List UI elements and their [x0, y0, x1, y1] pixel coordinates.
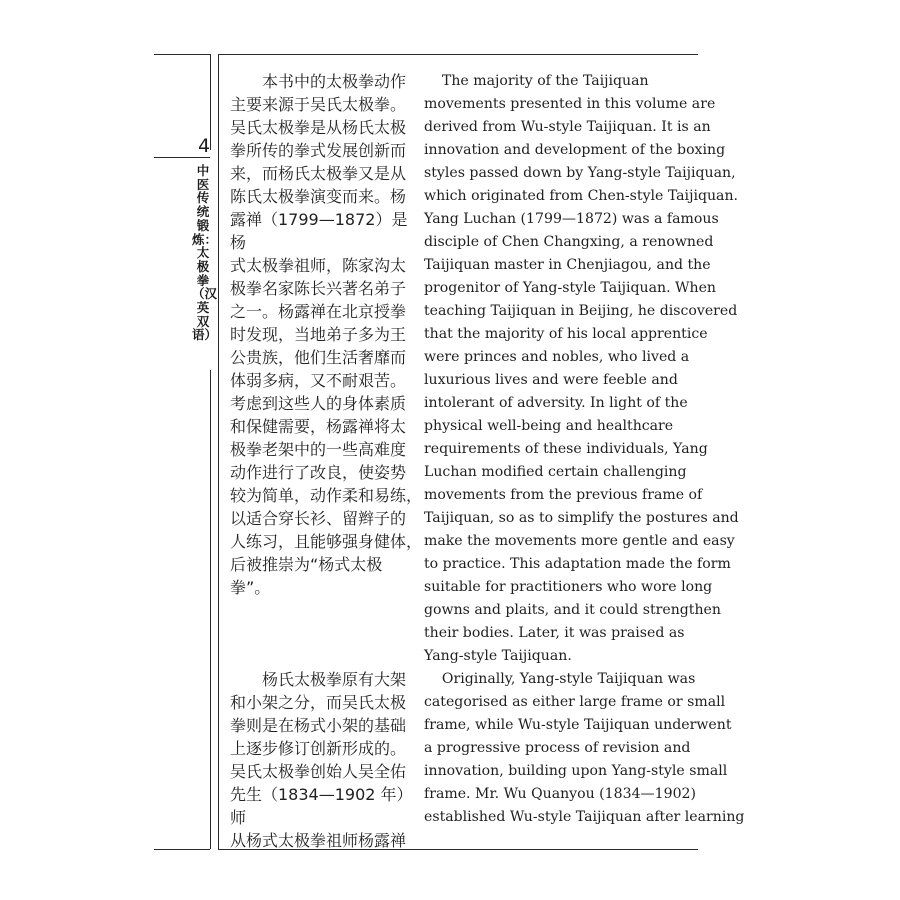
running-head: 中医传统锻炼：太极拳（汉英双语） [192, 163, 218, 343]
bottom-rule-left [154, 849, 210, 850]
paragraph-2-english: Originally, Yang-style Taijiquan was categorised as either large frame or small frame, while Wu-style Taijiquan underwent a progressive process of revision and innovation, building upon Yang-style small frame. Mr. Wu Quanyou (1834—1902) established Wu-style Taijiquan after learning [424, 671, 745, 825]
paragraph-2-chinese: 杨氏太极拳原有大架 和小架之分，而吴氏太极 拳则是在杨式小架的基础 上逐步修订创新形成的。 吴氏太极拳创始人吴全佑 先生（1834—1902 年）师 从杨式太极拳祖师杨露禅 [230, 670, 413, 850]
top-rule-right [218, 54, 698, 55]
margin-rule-outer-lower [210, 370, 211, 849]
paragraph-1-chinese: 本书中的太极拳动作 主要来源于吴氏太极拳。 吴氏太极拳是从杨氏太极 拳所传的拳式发展创新而 来，而杨氏太极拳又是从 陈氏太极拳演变而来。杨 露禅（1799—1872）是杨 式太极拳祖师，陈家沟太 极拳名家陈长兴著名弟子 之一。杨露禅在北京授拳 时发现，当地弟子多为王 公贵族，他们生活奢靡而 体弱多病，又不耐艰苦。 考虑到这些人的身体素质 和保健需要，杨露禅将太 极拳老架中的一些高难度 动作进行了改良，使姿势 较为简单，动作柔和易练， 以适合穿长衫、留辫子的 人练习，且能够强身健体， 后被推崇为“杨式太极拳”。 [230, 72, 423, 597]
page-number: 4 [197, 135, 211, 157]
margin-rule-inner [218, 54, 219, 850]
paragraph-1-english: The majority of the Taijiquan movements presented in this volume are derived from Wu-style Taijiquan. It is an innovation and development of the boxing styles passed down by Yang-style Taijiquan, which originated from Chen-style Taijiquan. Yang Luchan (1799—1872) was a famous disciple of Chen Changxing, a renowned Taijiquan master in Chenjiagou, and the progenitor of Yang-style Taijiquan. When teaching Taijiquan in Beijing, he discovered that the majority of his local apprentice were princes and nobles, who lived a luxurious lives and were feeble and intolerant of adversity. In light of the physical well-being and healthcare requirements of these individuals, Yang Luchan modified certain challenging movements from the previous frame of Taijiquan, so as to simplify the postures and make the movements more gentle and easy to practice. This adaptation made the form suitable for practitioners who wore long gowns and plaits, and it could strengthen their bodies. Later, it was praised as Yang-style Taijiquan. [424, 73, 739, 664]
top-rule-left [154, 54, 210, 55]
